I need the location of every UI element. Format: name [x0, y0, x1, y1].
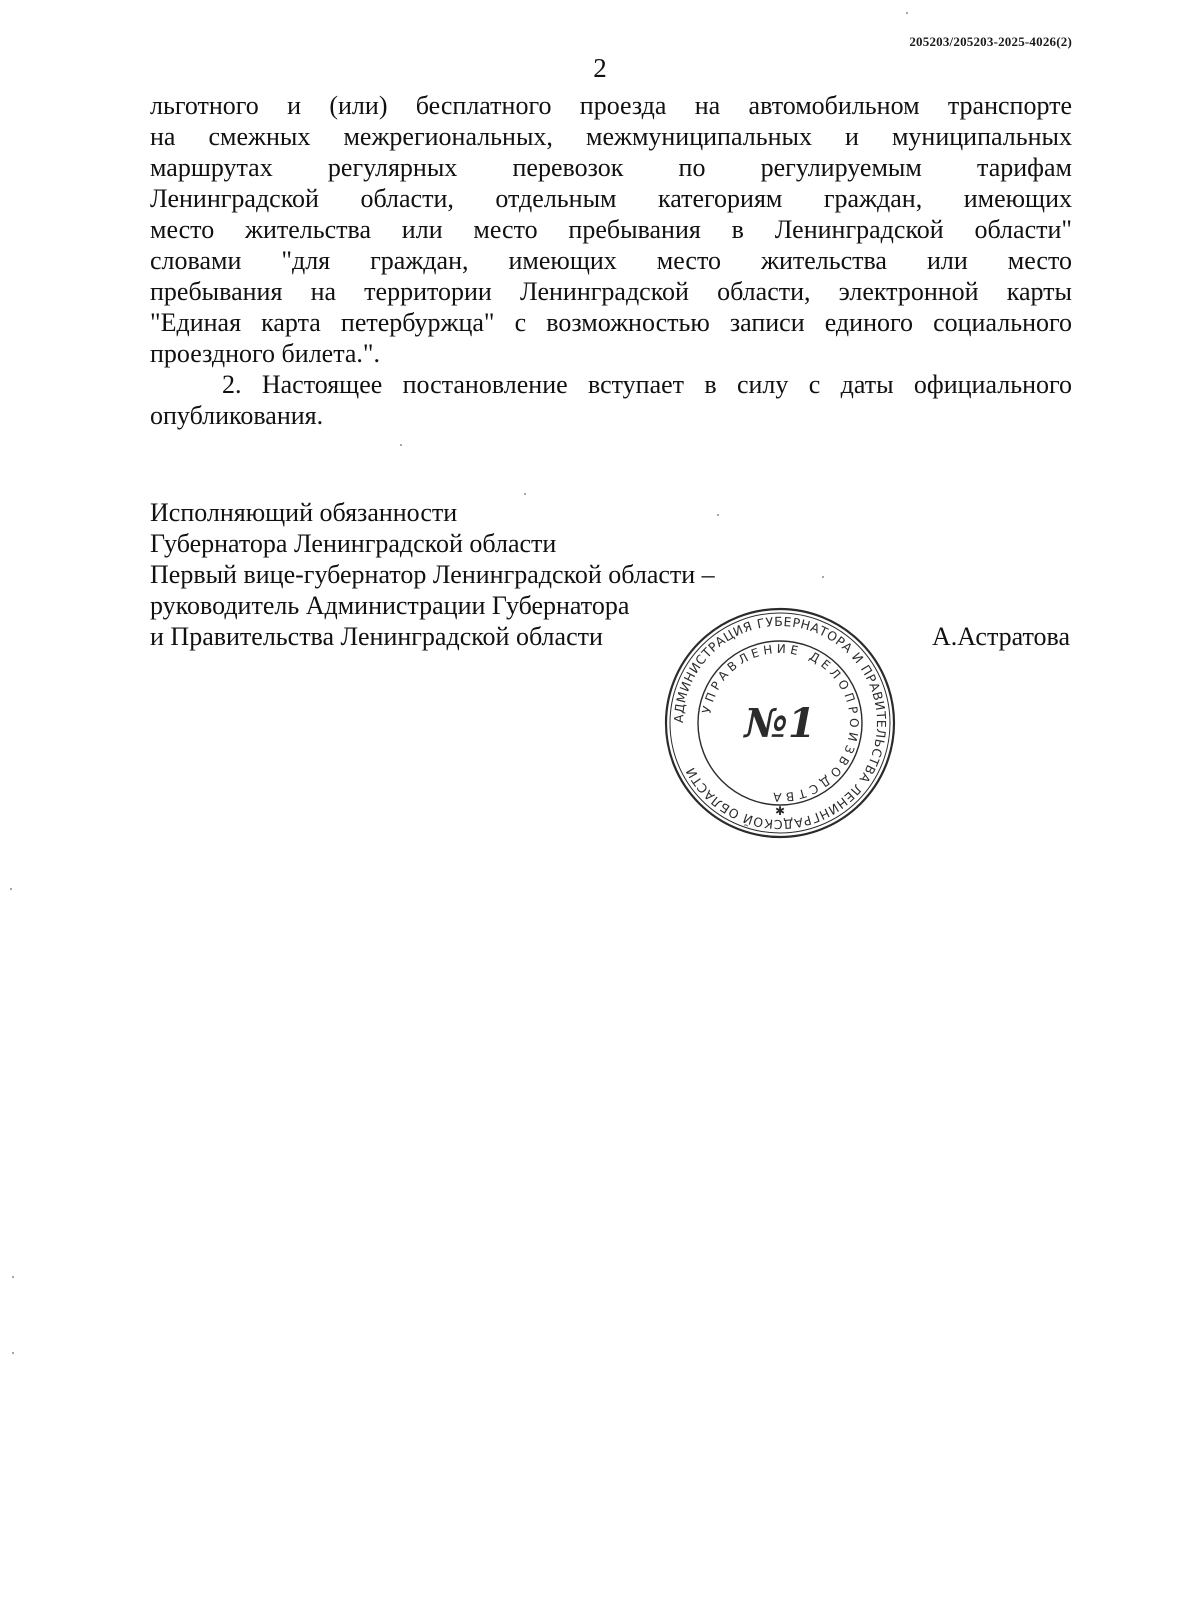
- signatory-title-line: руководитель Администрации Губернатора: [150, 591, 630, 620]
- body-line: Ленинградской области, отдельным категориям граждан, имеющих: [150, 184, 1072, 213]
- scan-speck: [12, 1276, 14, 1278]
- body-line: льготного и (или) бесплатного проезда на автомобильном транспорте: [150, 91, 1072, 120]
- signatory-title-line: Исполняющий обязанности: [150, 498, 458, 527]
- seal-inner-text: УПРАВЛЕНИЕ ДЕЛОПРОИЗВОДСТВА: [699, 641, 862, 805]
- paragraph-2-line: 2. Настоящее постановление вступает в силу с даты официального: [222, 370, 1072, 399]
- scan-speck: [906, 12, 908, 14]
- seal-center-number: №1: [744, 700, 816, 747]
- official-seal: [662, 605, 898, 841]
- seal-star-icon: ✱: [774, 804, 786, 818]
- signatory-name: А.Астратова: [932, 622, 1070, 651]
- scan-speck: [12, 1352, 14, 1354]
- signatory-title-line: Губернатора Ленинградской области: [150, 529, 557, 558]
- signatory-title-line: Первый вице-губернатор Ленинградской области –: [150, 560, 715, 589]
- scan-speck: [400, 444, 402, 446]
- body-line: проездного билета.".: [150, 339, 381, 368]
- body-text: [150, 90, 1072, 431]
- body-line: место жительства или место пребывания в Ленинградской области": [150, 215, 1072, 244]
- page-number: 2: [593, 53, 607, 83]
- seal-graphic: [662, 605, 898, 841]
- document-id: 205203/205203-2025-4026(2): [909, 34, 1072, 49]
- scan-speck: [10, 888, 12, 890]
- body-line: пребывания на территории Ленинградской области, электронной карты: [150, 277, 1072, 306]
- seal-outer-text: АДМИНИСТРАЦИЯ ГУБЕРНАТОРА И ПРАВИТЕЛЬСТВА ЛЕНИНГРАДСКОЙ ОБЛАСТИ: [670, 613, 890, 833]
- body-line: "Единая карта петербуржца" с возможностью записи единого социального: [150, 308, 1072, 337]
- scan-speck: [717, 514, 719, 516]
- scan-speck: [524, 493, 526, 495]
- body-line: словами "для граждан, имеющих место жительства или место: [150, 246, 1072, 275]
- signatory-title-line: и Правительства Ленинградской области: [150, 622, 603, 651]
- body-line: на смежных межрегиональных, межмуниципальных и муниципальных: [150, 122, 1072, 151]
- paragraph-2-line: опубликования.: [150, 401, 324, 430]
- scan-speck: [822, 576, 824, 578]
- signatory-title-block: [150, 497, 715, 652]
- body-line: маршрутах регулярных перевозок по регулируемым тарифам: [150, 153, 1072, 182]
